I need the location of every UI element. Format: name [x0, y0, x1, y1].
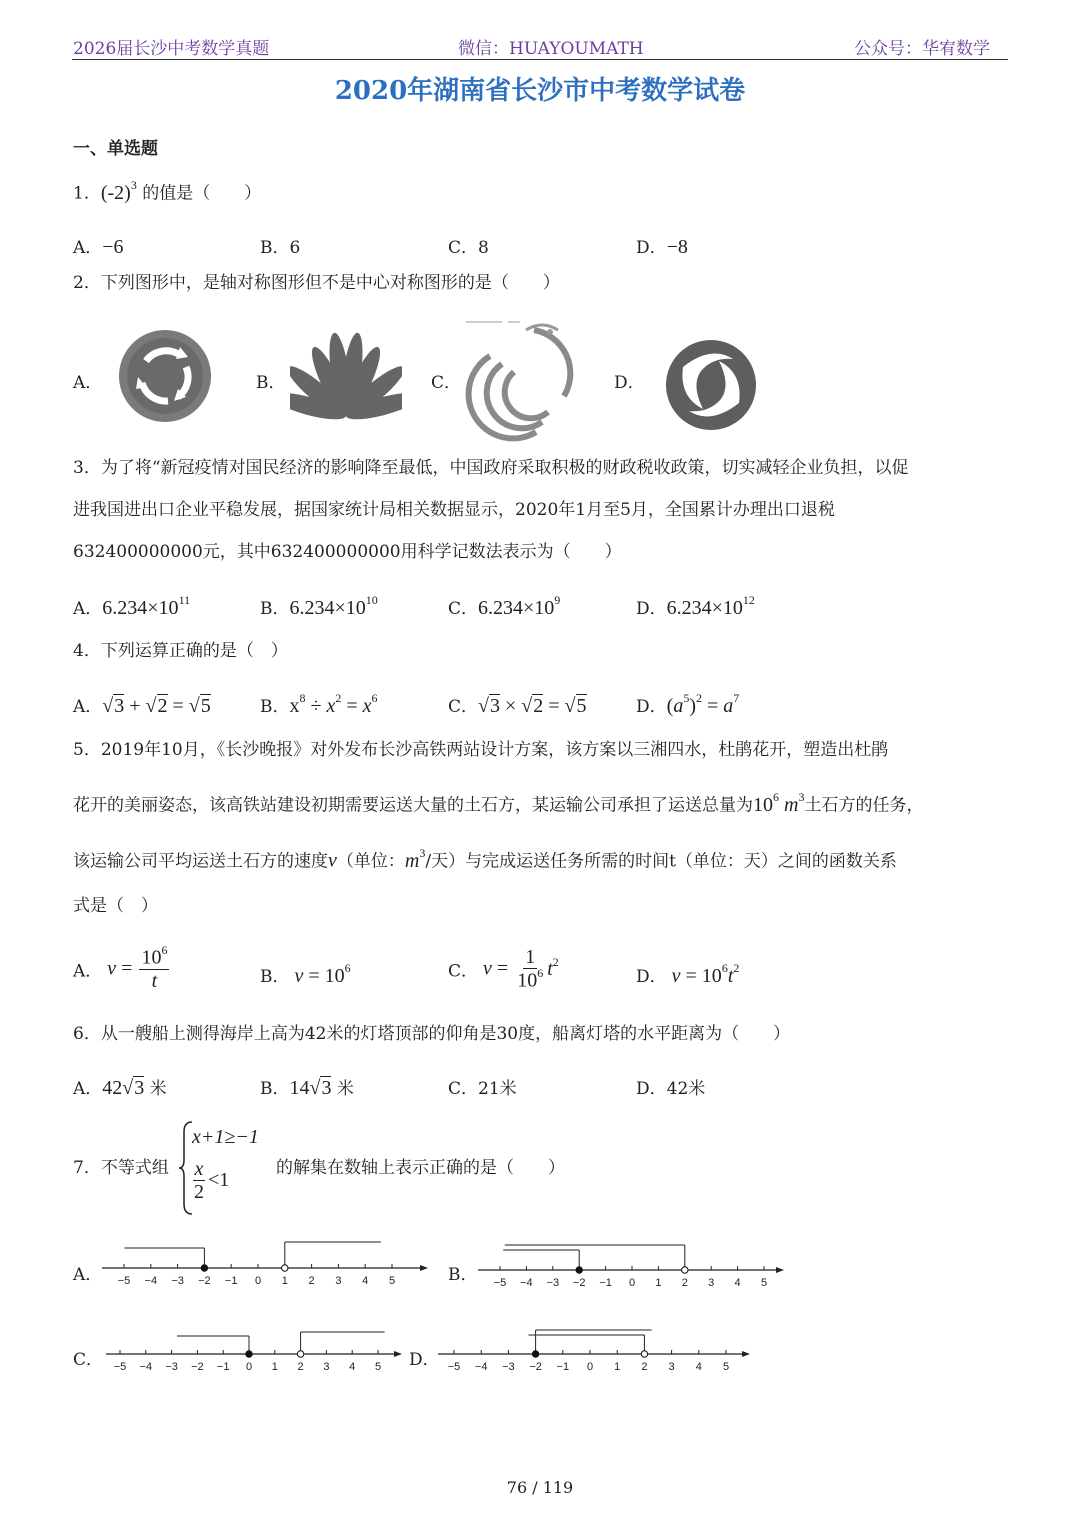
- q1-expression: $(-2)^3$: [100, 178, 137, 204]
- tick-label: −3: [502, 1361, 515, 1373]
- q3-option-d: D．$6.234\times 10^{12}$: [636, 593, 755, 619]
- number-line-d: [436, 1322, 752, 1378]
- q1-option-b: B．6: [260, 238, 301, 258]
- q2-label-a: A．: [73, 373, 103, 393]
- tick-label: −2: [529, 1361, 542, 1373]
- q6-option-c: C．21米: [448, 1079, 517, 1099]
- q5-option-a: A． v = $\frac{10^6}{t}$: [73, 943, 168, 992]
- q3-option-a: A．$6.234\times 10^{11}$: [73, 593, 191, 619]
- hollow-dot: [682, 1267, 688, 1273]
- solid-dot: [246, 1351, 252, 1357]
- axis-arrow: [776, 1267, 784, 1273]
- hollow-dot: [641, 1351, 647, 1357]
- q6-option-d: D．42米: [636, 1079, 706, 1099]
- tick-label: 5: [388, 1275, 396, 1287]
- q6-option-a: A．42√3 米: [73, 1077, 167, 1099]
- q5-option-b: B． $v = 10^6$: [260, 961, 351, 987]
- q1-option-c: C．8: [448, 238, 489, 258]
- question-7-label: 7．不等式组: [73, 1158, 169, 1178]
- q7-label-b: B．: [448, 1265, 478, 1285]
- tick-label: 3: [323, 1361, 330, 1373]
- tick-label: 1: [271, 1361, 278, 1373]
- header-right: 公众号：华宥数学: [854, 39, 990, 59]
- figure-swirl-circle: [663, 337, 759, 433]
- q7-label-d: D．: [409, 1350, 440, 1370]
- tick-label: −3: [165, 1361, 178, 1373]
- tick-label: −1: [556, 1361, 570, 1373]
- question-3-line-1: 3．为了将“新冠疫情对国民经济的影响降至最低，中国政府采取积极的财政税收政策，切实减轻企业负担，以促: [73, 458, 909, 478]
- q7-label-a: A．: [73, 1265, 103, 1285]
- tick-label: 5: [722, 1361, 730, 1373]
- tick-label: 0: [245, 1361, 253, 1373]
- question-5-line-2: 花开的美丽姿态，该高铁站建设初期需要运送大量的土石方，某运输公司承担了运送总量为$10^6$ $m^3$土石方的任务，: [73, 790, 924, 816]
- tick-label: −4: [144, 1275, 158, 1287]
- figure-crescent-bird: [462, 316, 580, 448]
- tick-label: −2: [198, 1275, 211, 1287]
- q7-inequality-2: $\frac{x}{2}$ <1: [194, 1158, 230, 1203]
- figure-petals-logo: [290, 330, 402, 422]
- q2-label-c: C．: [431, 373, 462, 393]
- tick-label: −4: [520, 1277, 533, 1289]
- tick-label: 4: [695, 1361, 702, 1373]
- question-6: 6．从一艘船上测得海岸上高为42米的灯塔顶部的仰角是30度，船离灯塔的水平距离为（ ）: [73, 1024, 791, 1044]
- hollow-dot: [297, 1351, 303, 1357]
- tick-label: 0: [586, 1361, 594, 1373]
- tick-label: −5: [113, 1361, 127, 1373]
- q1-text: 的值是（ ）: [142, 183, 262, 204]
- tick-label: 2: [308, 1275, 315, 1287]
- q1-option-a: A．−6: [73, 236, 124, 258]
- q2-label-b: B．: [256, 373, 286, 393]
- header-center: 微信：HUAYOUMATH: [458, 39, 644, 59]
- question-3-line-2: 进我国进出口企业平稳发展，据国家统计局相关数据显示，2020年1月至5月，全国累计办理出口退税: [73, 500, 835, 520]
- tick-label: −3: [546, 1277, 560, 1289]
- question-5-line-4: 式是（ ）: [73, 896, 158, 916]
- q3-option-c: C．$6.234\times 10^9$: [448, 593, 561, 619]
- page-title: 2020年湖南省长沙市中考数学试卷: [334, 76, 746, 106]
- tick-label: 1: [281, 1275, 288, 1287]
- question-5-line-1: 5．2019年10月，《长沙晚报》对外发布长沙高铁两站设计方案，该方案以三湘四水，杜鹃花开，塑造出杜鹃: [73, 740, 889, 760]
- tick-label: 3: [668, 1361, 675, 1373]
- axis-arrow: [420, 1265, 428, 1271]
- axis-arrow: [394, 1351, 402, 1357]
- tick-label: 5: [760, 1277, 768, 1289]
- tick-label: 0: [628, 1277, 636, 1289]
- q5-option-c: C． v = $\frac{1}{10^6}$ $t^2$: [448, 946, 559, 992]
- question-2: 2．下列图形中，是轴对称图形但不是中心对称图形的是（ ）: [73, 273, 560, 293]
- question-3-line-3: 632400000000元，其中632400000000用科学记数法表示为（ ）: [73, 542, 622, 562]
- q6-option-b: B．14√3 米: [260, 1077, 354, 1099]
- tick-label: 2: [681, 1277, 688, 1289]
- tick-label: 4: [734, 1277, 741, 1289]
- tick-label: −5: [117, 1275, 131, 1287]
- section-heading: 一、单选题: [73, 139, 158, 159]
- tick-label: 0: [254, 1275, 262, 1287]
- tick-label: −5: [447, 1361, 461, 1373]
- question-5-line-3: 该运输公司平均运送土石方的速度v（单位：$m^3/$天）与完成运送任务所需的时间t（单位：天）之间的函数关系: [73, 846, 897, 872]
- q2-label-d: D．: [614, 373, 645, 393]
- tick-label: −4: [474, 1361, 488, 1373]
- number-line-b: [476, 1240, 786, 1298]
- tick-label: 4: [349, 1361, 356, 1373]
- tick-label: 5: [374, 1361, 382, 1373]
- tick-label: −2: [191, 1361, 204, 1373]
- tick-label: −3: [171, 1275, 184, 1287]
- q4-option-d: D．$(a^5)^2 = a^7$: [636, 691, 740, 717]
- axis-arrow: [742, 1351, 750, 1357]
- tick-label: −5: [493, 1277, 507, 1289]
- q3-option-b: B．$6.234\times 10^{10}$: [260, 593, 378, 619]
- tick-label: 1: [655, 1277, 662, 1289]
- number-line-a: [100, 1236, 430, 1298]
- tick-label: −1: [224, 1275, 238, 1287]
- solid-dot: [201, 1265, 207, 1271]
- q4-option-b: B．$x^8 \div x^2 = x^6$: [260, 691, 378, 717]
- tick-label: 4: [362, 1275, 369, 1287]
- tick-label: 2: [641, 1361, 648, 1373]
- tick-label: −1: [216, 1361, 230, 1373]
- solid-dot: [576, 1267, 582, 1273]
- header-rule: [72, 59, 1008, 60]
- q4-option-c: C．√3 × √2 = √5: [448, 695, 587, 717]
- q1-option-d: D．−8: [636, 236, 688, 258]
- q5-option-d: D． $v = 10^6t^2$: [636, 961, 740, 987]
- tick-label: 1: [614, 1361, 621, 1373]
- tick-label: 3: [335, 1275, 342, 1287]
- tick-label: −1: [599, 1277, 612, 1289]
- tick-label: 3: [708, 1277, 715, 1289]
- number-line-c: [104, 1326, 404, 1378]
- q7-label-c: C．: [73, 1350, 104, 1370]
- question-7-text: 的解集在数轴上表示正确的是（ ）: [276, 1158, 565, 1178]
- figure-recycle-circle: [116, 327, 214, 425]
- tick-label: −2: [572, 1277, 586, 1289]
- q7-inequality-1: x+1≥−1: [192, 1126, 259, 1148]
- q1-number: 1．: [73, 183, 101, 204]
- hollow-dot: [282, 1265, 288, 1271]
- question-4: 4．下列运算正确的是（ ）: [73, 641, 288, 661]
- solid-dot: [532, 1351, 538, 1357]
- tick-label: −4: [139, 1361, 153, 1373]
- header-left: 2026届长沙中考数学真题: [73, 39, 270, 59]
- page-number: 76 / 119: [506, 1478, 574, 1497]
- q4-option-a: A．√3 + √2 = √5: [73, 695, 211, 717]
- question-1: [73, 178, 262, 204]
- tick-label: 2: [297, 1361, 304, 1373]
